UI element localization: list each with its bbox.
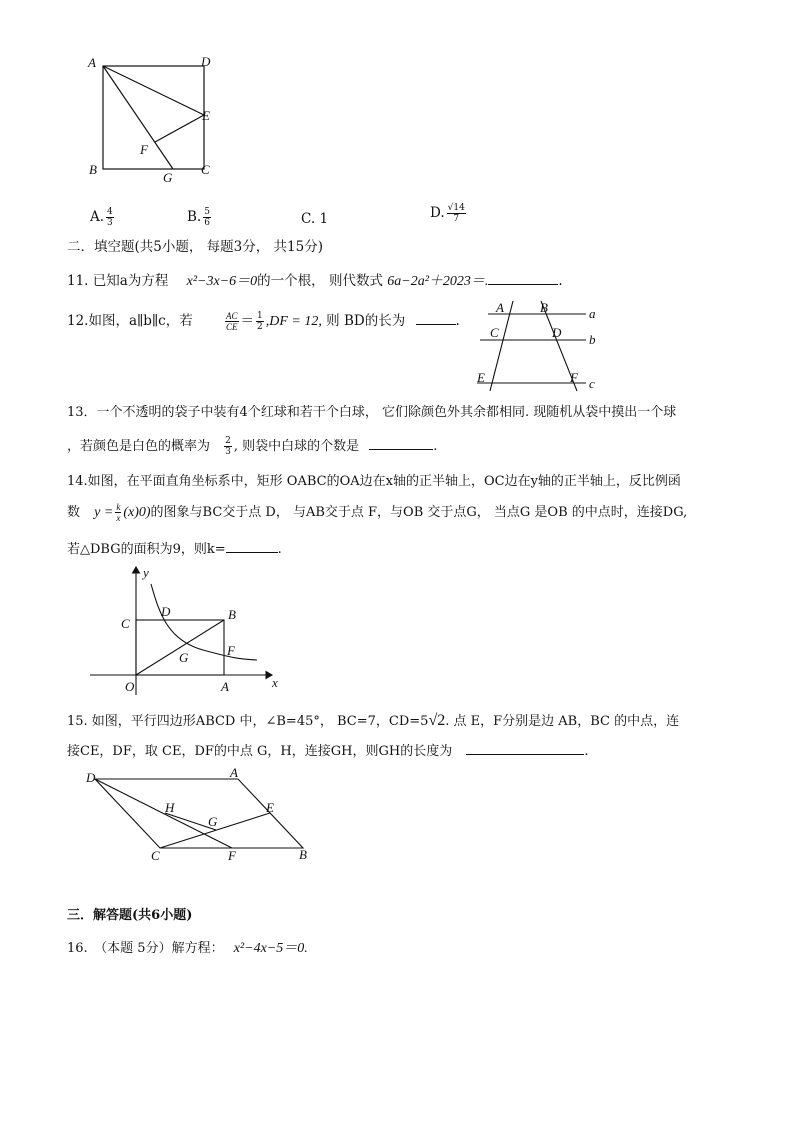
label-y: y bbox=[143, 565, 149, 580]
label-a: A bbox=[221, 679, 229, 694]
label-c: C bbox=[121, 616, 130, 631]
answer-blank[interactable] bbox=[416, 310, 456, 325]
answer-blank[interactable] bbox=[369, 435, 433, 450]
label-a: A bbox=[230, 765, 238, 780]
question-12: 12.如图，a∥b∥c，若 $\frac{AC}{CE}$ ＝ $\frac{1}{2}$ ,DF = 12, 则 BD的长为 . bbox=[67, 311, 460, 332]
figure-parallel-lines bbox=[470, 295, 610, 395]
question-16: 16. （本题 5分）解方程： x²−4x−5＝0. bbox=[67, 941, 308, 956]
question-15-line-1: 15. 如图，平行四边形ABCD 中，∠B=45°， BC=7，CD=5√2. 点 E，F分别是边 AB，BC 的中点，连 bbox=[67, 712, 680, 729]
fraction: $\frac{√14}{7}$ bbox=[447, 203, 465, 224]
label-line-c: c bbox=[589, 376, 595, 391]
question-11: 11. 已知a为方程 x²−3x−6＝0的一个根， 则代数式 6a−2a²＋2023＝. . bbox=[67, 270, 563, 291]
label-a-point: A bbox=[496, 300, 504, 315]
label-b: B bbox=[299, 847, 307, 862]
option-a: A. $\frac{4}{3}$ bbox=[90, 207, 113, 228]
answer-blank[interactable] bbox=[488, 270, 558, 285]
label-e: E bbox=[266, 800, 274, 815]
label-c-point: C bbox=[490, 325, 499, 340]
option-d: D. $\frac{√14}{7}$ bbox=[430, 203, 465, 224]
question-13-line-2: ，若颜色是白色的概率为 $\frac{2}{3}$ , 则袋中白球的个数是 . bbox=[67, 436, 438, 457]
label-o: O bbox=[125, 679, 135, 694]
label-d-point: D bbox=[552, 325, 562, 340]
fraction: $\frac{k}{x}$ bbox=[116, 502, 121, 523]
figure-coordinate-plane bbox=[85, 560, 285, 700]
option-c: C. 1 bbox=[301, 211, 329, 227]
label-line-a: a bbox=[589, 306, 596, 321]
label-c: C bbox=[201, 162, 210, 177]
label-b: B bbox=[228, 607, 236, 622]
label-b-point: B bbox=[540, 300, 548, 315]
label-f: F bbox=[227, 643, 235, 658]
label-g: G bbox=[179, 650, 189, 665]
fraction: $\frac{1}{2}$ bbox=[257, 311, 263, 332]
label-d: D bbox=[201, 54, 211, 69]
label-h: H bbox=[165, 800, 175, 815]
section-heading-answer: 三．解答题(共6小题) bbox=[67, 908, 193, 923]
answer-blank[interactable] bbox=[226, 538, 278, 553]
fraction: $\frac{2}{3}$ bbox=[225, 436, 231, 457]
label-g: G bbox=[208, 814, 218, 829]
label-e-point: E bbox=[477, 370, 485, 385]
figure-parallelogram bbox=[80, 765, 320, 865]
question-13-line-1: 13．一个不透明的袋子中装有4个红球和若干个白球， 它们除颜色外其余都相同. 现随机从袋中摸出一个球 bbox=[67, 405, 677, 420]
label-f: F bbox=[140, 142, 148, 157]
label-g: G bbox=[163, 170, 173, 185]
section-heading-fill-in: 二．填空题(共5小题， 每题3分， 共15分) bbox=[67, 239, 323, 255]
question-14-line-2: 数 y = $\frac{k}{x}$ (x)0)的图象与BC交于点 D， 与AB交于点 F，与OB 交于点G， 当点G 是OB 的中点时，连接DG, bbox=[67, 502, 688, 523]
question-15-line-2: 接CE，DF，取 CE，DF的中点 G，H，连接GH，则GH的长度为 . bbox=[67, 740, 588, 761]
label-c: C bbox=[151, 848, 160, 863]
label-f: F bbox=[228, 848, 236, 863]
label-x: x bbox=[272, 675, 278, 690]
option-b: B. $\frac{5}{6}$ bbox=[187, 207, 210, 228]
label-d: D bbox=[161, 604, 171, 619]
label-f-point: F bbox=[570, 370, 578, 385]
fraction: $\frac{4}{3}$ bbox=[107, 207, 113, 228]
figure-square-abcd bbox=[80, 50, 230, 190]
label-e: E bbox=[202, 108, 210, 123]
answer-blank[interactable] bbox=[466, 740, 584, 755]
label-line-b: b bbox=[589, 332, 596, 347]
label-a: A bbox=[88, 55, 96, 70]
label-d: D bbox=[86, 770, 96, 785]
question-14-line-3: 若△DBG的面积为9，则k= . bbox=[67, 538, 282, 559]
question-14-line-1: 14.如图，在平面直角坐标系中，矩形 OABC的OA边在x轴的正半轴上，OC边在y轴的正半轴上，反比例函 bbox=[67, 474, 681, 489]
fraction: $\frac{5}{6}$ bbox=[204, 207, 210, 228]
fraction: $\frac{AC}{CE}$ bbox=[226, 311, 238, 332]
label-b: B bbox=[89, 162, 97, 177]
